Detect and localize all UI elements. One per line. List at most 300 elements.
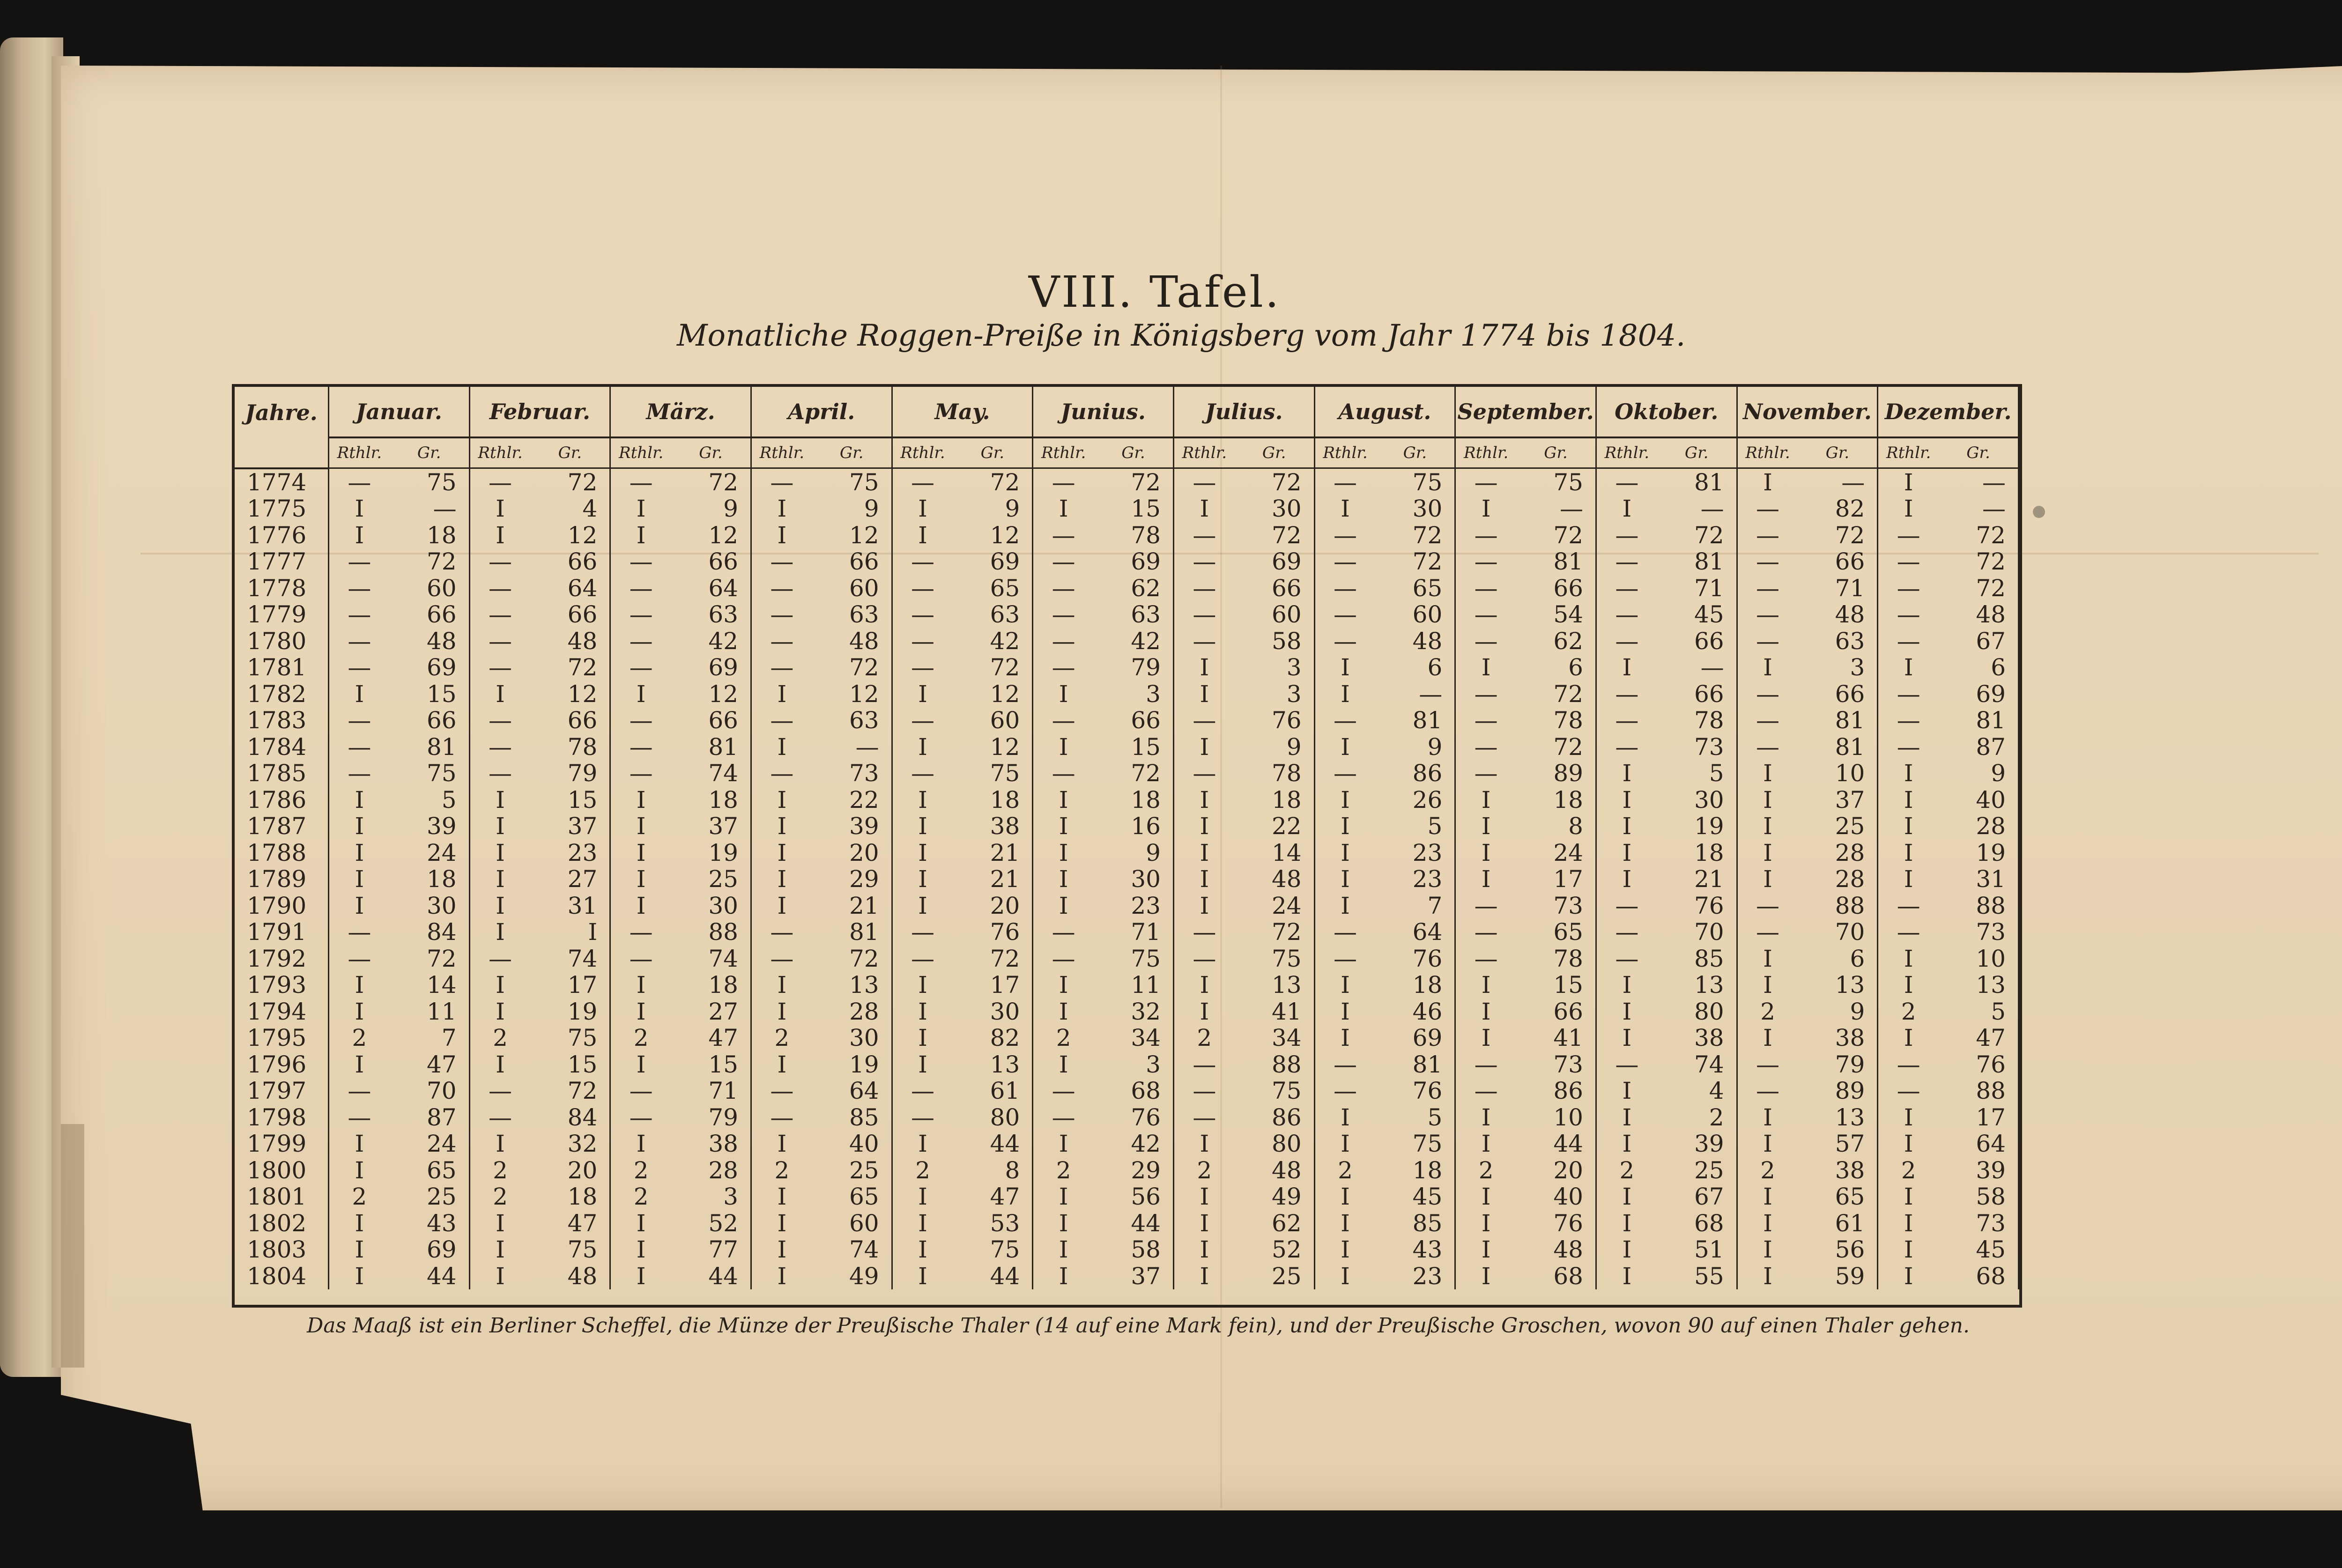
gr-cell: 8 [1516,813,1596,840]
rthlr-unit-label: Rthlr. [1737,437,1798,468]
rthlr-cell: I [777,998,787,1025]
rthlr-cell: I [1341,892,1350,919]
rthlr-cell: — [1474,601,1498,629]
gr-cell: 15 [1094,734,1173,761]
year-cell: 1787 [235,813,328,840]
rthlr-cell: I [1481,495,1491,523]
gr-cell: 82 [953,1025,1032,1051]
rthlr-cell: — [489,733,512,761]
gr-cell: 81 [1375,1051,1455,1078]
rthlr-cell: I [1622,839,1632,866]
gr-cell: 13 [812,972,892,998]
gr-cell: 75 [390,468,469,496]
gr-cell: 30 [671,893,751,919]
gr-cell: 45 [1657,601,1737,628]
rthlr-cell: — [489,707,512,734]
rthlr-cell: I [496,865,505,893]
rthlr-cell: — [1193,1050,1216,1078]
gr-cell: 13 [1657,972,1737,998]
gr-cell: 73 [1657,734,1737,761]
rthlr-cell: — [348,918,371,946]
gr-cell: 66 [1516,998,1596,1025]
rthlr-cell: I [1200,495,1209,523]
gr-cell: 3 [1798,654,1877,681]
gr-cell: 85 [1375,1210,1455,1237]
gr-cell: 27 [530,866,610,893]
gr-cell: 78 [1516,946,1596,972]
rthlr-cell: — [348,707,371,734]
gr-cell: 68 [1939,1263,2018,1290]
rthlr-cell: I [1763,1130,1772,1158]
table-row [235,866,2019,893]
gr-cell: 74 [530,946,610,972]
month-header: Februar. [469,387,610,437]
gr-cell: 17 [953,972,1032,998]
gr-cell: 64 [1939,1131,2018,1157]
table-row [235,628,2019,655]
rthlr-cell: I [1481,786,1491,814]
gr-cell: 73 [1516,893,1596,919]
rthlr-cell: I [1341,495,1350,523]
rthlr-cell: I [496,1050,505,1078]
rthlr-cell: I [1059,1236,1068,1264]
gr-cell: 73 [812,760,892,787]
rthlr-cell: 2 [1338,1156,1353,1184]
rthlr-cell: I [1341,998,1350,1025]
rthlr-cell: — [1756,574,1779,602]
rthlr-cell: I [636,892,646,919]
rthlr-cell: — [1052,468,1075,496]
gr-cell: 76 [1939,1051,2018,1078]
gr-cell: 43 [1375,1236,1455,1263]
gr-cell: 78 [1516,707,1596,734]
rthlr-cell: — [1615,733,1639,761]
gr-cell: 81 [671,734,751,761]
gr-cell: 12 [953,734,1032,761]
gr-cell: 85 [812,1104,892,1131]
gr-cell: 75 [1235,1078,1314,1104]
rthlr-cell: — [629,601,653,629]
rthlr-cell: I [1622,1103,1632,1131]
rthlr-cell: — [1756,892,1779,919]
gr-cell: 22 [1235,813,1314,840]
rthlr-cell: I [1200,1209,1209,1237]
gr-cell: 28 [812,998,892,1025]
gr-cell: 72 [1235,522,1314,549]
gr-unit-label: Gr. [1516,437,1596,468]
rthlr-unit-label: Rthlr. [1033,437,1094,468]
rthlr-cell: I [496,1130,505,1158]
gr-cell: 73 [1516,1051,1596,1078]
gr-cell: 15 [1516,972,1596,998]
gr-cell: 60 [953,707,1032,734]
gr-cell: 54 [1516,601,1596,628]
gr-cell: 52 [1235,1236,1314,1263]
rthlr-cell: I [1200,1236,1209,1264]
rthlr-cell: — [1052,945,1075,972]
rthlr-cell: I [1341,786,1350,814]
gr-cell: 64 [671,575,751,602]
gr-unit-label: Gr. [1235,437,1314,468]
gr-cell: 79 [530,760,610,787]
gr-cell: 15 [530,787,610,814]
rthlr-cell: I [1059,786,1068,814]
rthlr-cell: I [1763,654,1772,681]
rthlr-cell: I [918,839,927,866]
gr-cell: 74 [671,946,751,972]
paper-stain [61,1124,84,1368]
gr-cell: 65 [1375,575,1455,602]
gr-cell: 6 [1939,654,2018,681]
rthlr-cell: I [1341,1209,1350,1237]
rthlr-cell: — [1615,945,1639,972]
gr-unit-label: Gr. [812,437,892,468]
rthlr-cell: I [355,521,364,549]
month-header: Junius. [1033,387,1174,437]
gr-cell: 75 [390,760,469,787]
rthlr-cell: I [355,786,364,814]
rthlr-cell: — [489,1077,512,1105]
gr-cell: 42 [953,628,1032,655]
gr-cell: 89 [1516,760,1596,787]
rthlr-cell: — [629,760,653,787]
gr-cell: 76 [953,919,1032,946]
rthlr-cell: I [1904,1236,1913,1264]
gr-cell: 88 [1939,893,2018,919]
gr-cell: 9 [812,496,892,522]
rthlr-cell: I [1763,1024,1772,1052]
gr-cell: 72 [1798,522,1877,549]
month-header: September. [1455,387,1596,437]
gr-cell: 3 [1235,681,1314,708]
rthlr-cell: — [911,574,934,602]
table-row [235,760,2019,787]
table-row [235,813,2019,840]
gr-cell: 5 [1657,760,1737,787]
rthlr-cell: — [911,548,934,576]
gr-cell: 18 [671,787,751,814]
rthlr-cell: 2 [1901,998,1916,1025]
rthlr-cell: I [1622,971,1632,999]
gr-cell: 14 [390,972,469,998]
rthlr-cell: — [1474,892,1498,919]
rthlr-cell: — [1615,707,1639,734]
rthlr-cell: — [1193,627,1216,655]
rthlr-cell: — [1474,680,1498,708]
gr-cell: 12 [953,522,1032,549]
gr-cell: 72 [953,654,1032,681]
gr-cell: 66 [530,548,610,575]
gr-cell: 62 [1094,575,1173,602]
gr-cell: 75 [953,1236,1032,1263]
rthlr-cell: I [1763,1262,1772,1290]
rthlr-cell: I [1763,945,1772,972]
gr-cell: 67 [1939,628,2018,655]
rthlr-cell: 2 [1901,1156,1916,1184]
rthlr-cell: I [496,918,505,946]
rthlr-cell: — [1052,1103,1075,1131]
gr-cell: — [1939,496,2018,522]
gr-cell: 4 [1657,1078,1737,1104]
rthlr-cell: I [1622,654,1632,681]
rthlr-cell: I [496,680,505,708]
table-row [235,601,2019,628]
rthlr-cell: 2 [352,1024,367,1052]
rthlr-cell: — [489,945,512,972]
gr-cell: 89 [1798,1078,1877,1104]
rthlr-cell: I [636,1262,646,1290]
rthlr-unit-label: Rthlr. [1596,437,1657,468]
rthlr-cell: I [1763,865,1772,893]
rthlr-cell: I [777,1209,787,1237]
gr-cell: 28 [1798,866,1877,893]
rthlr-cell: — [770,574,794,602]
year-cell: 1796 [235,1051,328,1078]
gr-cell: 38 [1798,1157,1877,1184]
rthlr-cell: — [1756,1050,1779,1078]
gr-cell: 75 [1094,946,1173,972]
rthlr-cell: — [1474,918,1498,946]
gr-cell: 51 [1657,1236,1737,1263]
gr-cell: 9 [671,496,751,522]
rthlr-cell: — [770,1103,794,1131]
rthlr-cell: I [1904,1209,1913,1237]
gr-cell: 48 [1798,601,1877,628]
rthlr-cell: I [1622,1183,1632,1211]
year-column-header: Jahre. [235,387,328,468]
gr-cell: 58 [1235,628,1314,655]
gr-cell: 44 [1094,1210,1173,1237]
gr-cell: 63 [1094,601,1173,628]
gr-cell: 76 [1235,707,1314,734]
rthlr-cell: — [1756,707,1779,734]
gr-cell: 34 [1235,1025,1314,1051]
gr-cell: 48 [1939,601,2018,628]
rthlr-cell: — [1615,521,1639,549]
rthlr-cell: — [1615,548,1639,576]
rthlr-cell: I [355,971,364,999]
gr-cell: 30 [1094,866,1173,893]
rthlr-cell: 2 [633,1183,649,1211]
gr-cell: 81 [812,919,892,946]
gr-cell: 12 [530,681,610,708]
rye-price-table [235,387,2019,1289]
table-row [235,496,2019,522]
table-row [235,707,2019,734]
rthlr-cell: — [348,468,371,496]
rthlr-cell: I [1059,865,1068,893]
rthlr-cell: I [1059,680,1068,708]
rthlr-cell: — [1334,601,1357,629]
gr-cell: 57 [1798,1131,1877,1157]
rthlr-cell: I [1904,945,1913,972]
gr-cell: 77 [671,1236,751,1263]
rthlr-cell: — [348,627,371,655]
gr-cell: 71 [671,1078,751,1104]
rthlr-cell: I [1341,839,1350,866]
gr-cell: 60 [812,575,892,602]
rthlr-cell: — [1334,760,1357,787]
gr-cell: 47 [1939,1025,2018,1051]
rthlr-cell: 2 [1197,1024,1212,1052]
rthlr-cell: — [1193,760,1216,787]
gr-cell: 38 [1657,1025,1737,1051]
gr-cell: 18 [390,522,469,549]
rthlr-cell: — [1334,548,1357,576]
rthlr-cell: — [770,760,794,787]
gr-cell: 45 [1939,1236,2018,1263]
rthlr-cell: I [1341,1024,1350,1052]
gr-cell: 11 [1094,972,1173,998]
gr-cell: 72 [671,468,751,496]
rthlr-cell: I [777,865,787,893]
year-cell: 1777 [235,548,328,575]
gr-cell: 40 [812,1131,892,1157]
gr-cell: 13 [1235,972,1314,998]
gr-cell: 27 [671,998,751,1025]
gr-cell: 39 [1657,1131,1737,1157]
gr-cell: 28 [671,1157,751,1184]
rthlr-cell: I [355,839,364,866]
rthlr-cell: I [496,521,505,549]
rthlr-cell: — [1193,1077,1216,1105]
rthlr-cell: I [636,1209,646,1237]
gr-cell: 69 [390,1236,469,1263]
rthlr-cell: — [348,654,371,681]
gr-cell: 66 [812,548,892,575]
gr-cell: 79 [1798,1051,1877,1078]
table-row [235,734,2019,761]
year-cell: 1792 [235,946,328,972]
rthlr-cell: — [1897,1077,1920,1105]
rthlr-cell: I [1904,971,1913,999]
gr-cell: 29 [1094,1157,1173,1184]
gr-cell: 12 [671,681,751,708]
rthlr-cell: I [1200,1183,1209,1211]
gr-cell: 73 [1939,1210,2018,1237]
gr-cell: 28 [1798,840,1877,866]
rthlr-cell: — [770,707,794,734]
rthlr-cell: I [1622,998,1632,1025]
rthlr-cell: I [1200,813,1209,840]
gr-cell: 65 [390,1157,469,1184]
gr-cell: — [1657,496,1737,522]
rthlr-cell: — [1334,918,1357,946]
rthlr-cell: I [636,495,646,523]
rthlr-cell: — [1615,918,1639,946]
rthlr-cell: I [636,680,646,708]
gr-cell: 69 [671,654,751,681]
gr-cell: 69 [953,548,1032,575]
rthlr-cell: I [1200,1130,1209,1158]
gr-cell: 15 [530,1051,610,1078]
gr-cell: 68 [1094,1078,1173,1104]
table-row [235,522,2019,549]
gr-cell: 2 [1657,1104,1737,1131]
month-header: Oktober. [1596,387,1737,437]
rthlr-cell: I [1904,813,1913,840]
gr-cell: 43 [390,1210,469,1237]
rthlr-cell: I [1763,971,1772,999]
rthlr-cell: I [636,1236,646,1264]
gr-cell: 20 [812,840,892,866]
rthlr-cell: — [1052,1077,1075,1105]
gr-unit-label: Gr. [1939,437,2018,468]
gr-cell: 62 [1235,1210,1314,1237]
rthlr-cell: — [629,548,653,576]
rthlr-cell: I [636,521,646,549]
rthlr-cell: I [496,1262,505,1290]
rthlr-cell: I [918,786,927,814]
gr-cell: 81 [1516,548,1596,575]
month-header: Januar. [328,387,469,437]
gr-cell: 18 [1235,787,1314,814]
table-row [235,946,2019,972]
rthlr-cell: 2 [915,1156,930,1184]
gr-cell: 56 [1798,1236,1877,1263]
gr-cell: 74 [671,760,751,787]
gr-cell: 25 [1235,1263,1314,1290]
rthlr-cell: I [918,998,927,1025]
gr-cell: 39 [390,813,469,840]
gr-cell: 19 [671,840,751,866]
gr-cell: 88 [1235,1051,1314,1078]
footnote: Das Maaß ist ein Berliner Scheffel, die Münze der Preußische Thaler (14 auf eine Mark fein), und der Preußische Groschen, wovon 90 auf einen Thaler gehen. [306,1314,1970,1338]
rthlr-cell: — [629,918,653,946]
rthlr-cell: I [1059,1050,1068,1078]
gr-cell: 71 [1657,575,1737,602]
gr-cell: 12 [953,681,1032,708]
gr-unit-label: Gr. [671,437,751,468]
rthlr-cell: I [1763,1236,1772,1264]
gr-cell: 78 [1657,707,1737,734]
year-cell: 1804 [235,1263,328,1290]
gr-cell: 53 [953,1210,1032,1237]
table-row [235,998,2019,1025]
gr-cell: 38 [671,1131,751,1157]
gr-cell: 66 [671,707,751,734]
rthlr-cell: I [636,1130,646,1158]
gr-cell: 86 [1235,1104,1314,1131]
gr-cell: 25 [1798,813,1877,840]
rthlr-unit-label: Rthlr. [1314,437,1375,468]
gr-cell: 23 [1375,1263,1455,1290]
rthlr-cell: I [496,1209,505,1237]
gr-cell: 26 [1375,787,1455,814]
gr-cell: 17 [530,972,610,998]
rthlr-cell: I [918,680,927,708]
gr-cell: 30 [1657,787,1737,814]
gr-unit-label: Gr. [530,437,610,468]
rthlr-cell: — [348,733,371,761]
gr-cell: 84 [530,1104,610,1131]
rthlr-cell: — [348,548,371,576]
gr-cell: 75 [1235,946,1314,972]
rthlr-cell: — [348,1103,371,1131]
gr-cell: 12 [812,522,892,549]
year-cell: 1780 [235,628,328,655]
gr-cell: 64 [812,1078,892,1104]
year-cell: 1798 [235,1104,328,1131]
rthlr-cell: I [1763,813,1772,840]
rthlr-cell: — [1474,548,1498,576]
gr-cell: 39 [812,813,892,840]
gr-cell: 44 [1516,1131,1596,1157]
gr-cell: 75 [530,1025,610,1051]
gr-cell: 58 [1094,1236,1173,1263]
rthlr-cell: — [1052,707,1075,734]
rthlr-cell: — [1756,733,1779,761]
